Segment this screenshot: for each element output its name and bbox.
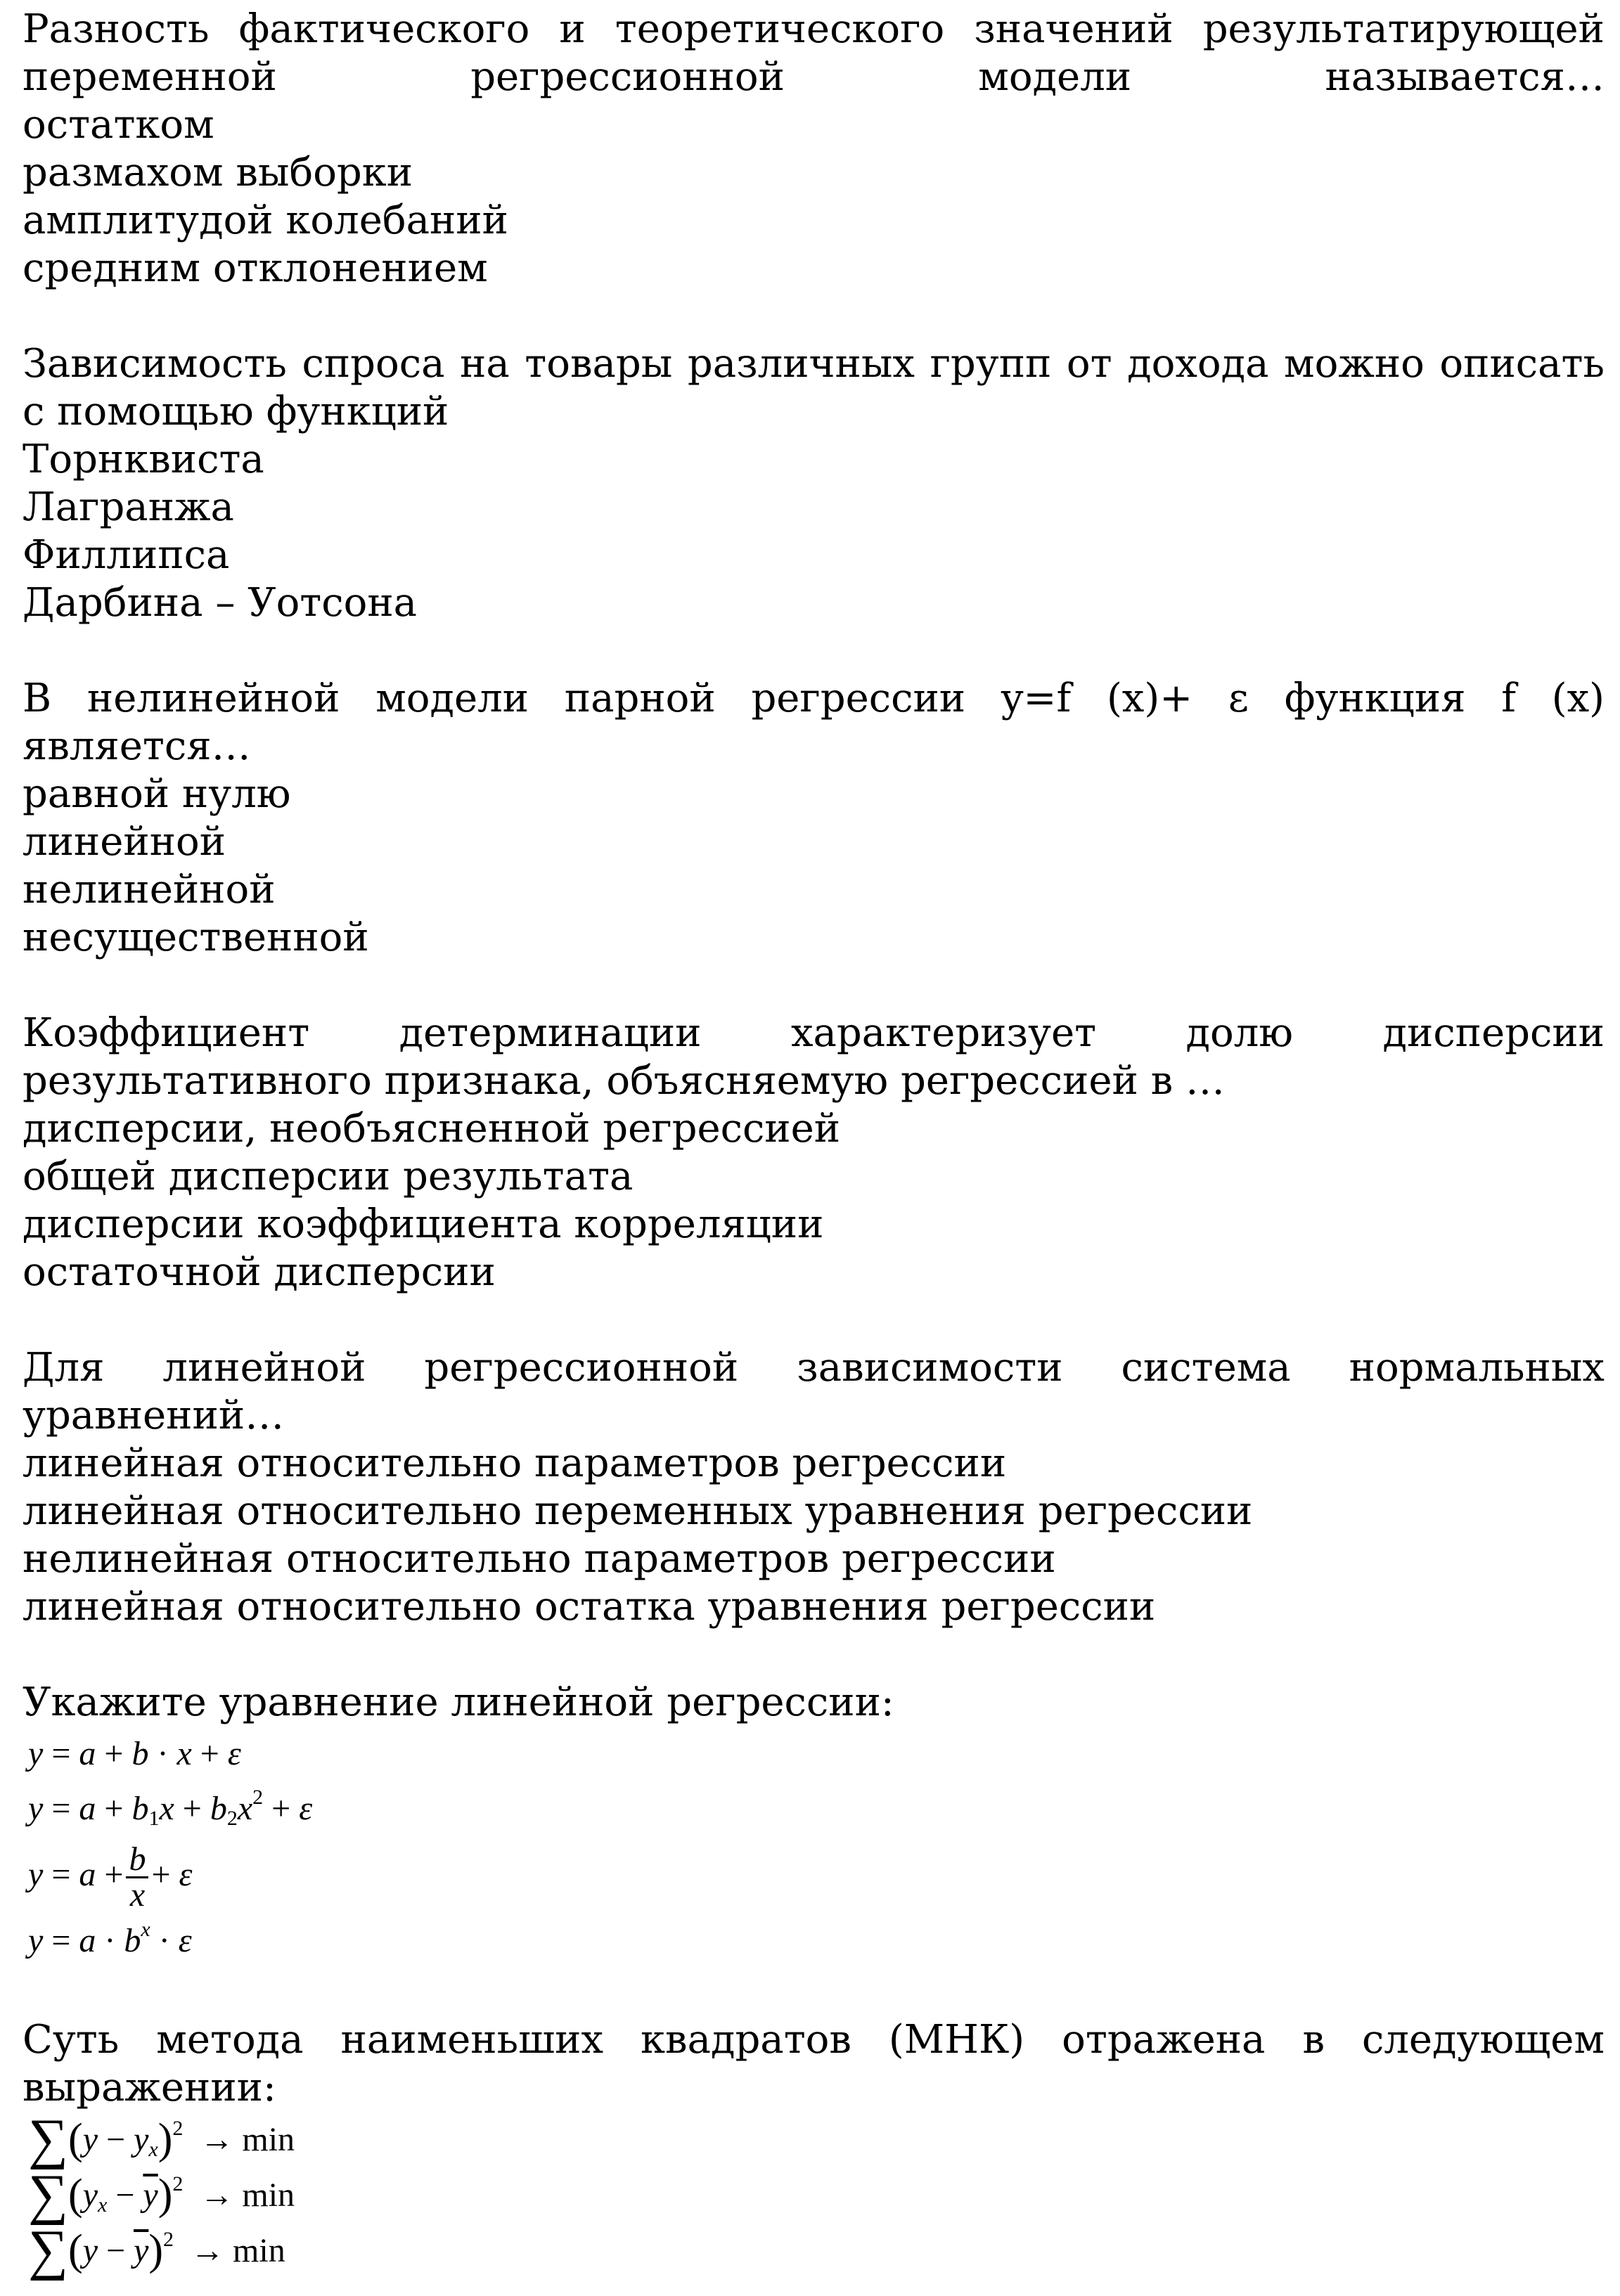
math-symbol: ( [68,2115,83,2163]
math-symbol: ) [158,2115,173,2163]
formula-option [22,2164,1605,2226]
formula-option [22,1914,1605,1968]
math-symbol: b [131,1790,149,1827]
math-symbol: y [82,2121,98,2158]
answer-option: амплитудой колебаний [22,198,508,243]
math-symbol: $\overline{y}$ [143,2176,158,2214]
math-symbol: min [242,2176,295,2214]
math-symbol: y [28,1790,44,1827]
math-symbol: + [104,1790,124,1827]
answer-option: линейной [22,819,226,865]
math-symbol: + [104,1735,124,1772]
math-symbol: b [131,1735,149,1772]
fraction [126,1840,148,1914]
answer-option: линейная относительно переменных уравнения регрессии [22,1488,1253,1534]
math-symbol: ε [179,1856,193,1893]
answer-option: нелинейная относительно параметров регрессии [22,1536,1056,1582]
question-text: Укажите уравнение линейной регрессии: [22,1679,894,1725]
math-symbol: x [98,2193,108,2217]
math-symbol: ε [299,1790,313,1827]
math-symbol: ( [68,2171,83,2219]
math-symbol: 2 [226,1807,238,1830]
math-symbol: − [115,2176,135,2214]
math-symbol: ∑ [28,2219,69,2281]
question-text: Коэффициент детерминации характеризует долю дисперсии результативного признака, объясняемую регрессией в … [22,1010,1605,1104]
question-text: Зависимость спроса на товары различных групп от дохода можно описать с помощью функций [22,341,1605,434]
math-symbol: $\overline{y}$ [134,2232,149,2269]
math-symbol: 2 [252,1786,264,1809]
math-symbol: b [124,1922,141,1959]
question-text: Разность фактического и теоретического значений результатирующей переменной регрессионной модели называется… [22,6,1605,100]
answer-option: Филлипса [22,532,230,578]
math-symbol: · [157,1735,169,1772]
math-symbol: 2 [172,2117,184,2140]
question-block [22,2016,1605,2281]
math-symbol: a [79,1790,96,1827]
math-symbol: − [106,2232,126,2269]
answer-option: Дарбина – Уотсона [22,580,418,626]
math-symbol: + [151,1856,171,1893]
math-symbol: a [79,1922,96,1959]
math-symbol: · [158,1922,170,1959]
question-block [22,675,1605,962]
math-symbol: y [28,1922,44,1959]
math-symbol: y [82,2176,98,2214]
math-symbol: + [104,1856,124,1893]
math-symbol: + [200,1735,219,1772]
answer-option: общей дисперсии результата [22,1154,634,1199]
answer-option: Лагранжа [22,484,234,530]
math-symbol: x [129,1876,146,1914]
math-symbol: b [210,1790,227,1827]
math-symbol: = [51,1856,71,1893]
answer-option: остаточной дисперсии [22,1249,496,1295]
math-symbol: − [106,2121,126,2158]
math-symbol: ( [68,2226,83,2274]
math-symbol: y [134,2121,149,2158]
math-symbol: 2 [163,2228,174,2251]
question-block [22,1344,1605,1631]
formula-option [22,2219,1605,2281]
math-symbol: x [148,2138,158,2161]
math-symbol: x [176,1735,192,1772]
math-symbol: y [82,2232,98,2269]
math-symbol: y [28,1735,44,1772]
answer-option: несущественной [22,915,369,960]
question-block [22,6,1605,292]
math-symbol: b [126,1843,148,1878]
math-symbol: 2 [172,2172,184,2195]
question-text: Суть метода наименьших квадратов (МНК) отражена в следующем выражении: [22,2017,1605,2110]
question-text: Для линейной регрессионной зависимости система нормальных уравнений… [22,1345,1605,1438]
math-symbol: ε [227,1735,241,1772]
math-symbol: + [182,1790,202,1827]
math-symbol: → [200,2176,234,2214]
math-symbol: = [51,1735,71,1772]
answer-option: размахом выборки [22,150,413,195]
answer-option: равной нулю [22,771,291,817]
math-symbol: x [159,1790,174,1827]
math-symbol: → [200,2121,234,2158]
math-symbol: y [28,1856,44,1893]
math-symbol: x [237,1790,253,1827]
answer-option: линейная относительно остатка уравнения регрессии [22,1584,1156,1630]
math-symbol: · [104,1922,116,1959]
question-block [22,1679,1605,1968]
answer-option: Торнквиста [22,437,264,482]
math-symbol: x [141,1918,150,1941]
formula-option [22,1781,1605,1836]
answer-option: средним отклонением [22,245,488,291]
question-block [22,340,1605,627]
question-block [22,1010,1605,1296]
math-symbol: ) [148,2226,164,2274]
math-symbol: + [271,1790,291,1827]
math-symbol: a [79,1856,96,1893]
math-symbol: ) [158,2171,173,2219]
math-symbol: ∑ [28,2108,69,2170]
math-symbol: min [233,2232,285,2269]
math-symbol: = [51,1790,71,1827]
answer-option: линейная относительно параметров регрессии [22,1440,1007,1486]
formula-option [22,1727,1605,1781]
question-text: В нелинейной модели парной регрессии y=f (x)+ ε функция f (x) является… [22,676,1605,769]
math-symbol: 1 [148,1807,160,1830]
math-symbol: a [79,1735,96,1772]
math-symbol: ε [178,1922,192,1959]
math-symbol: min [242,2121,295,2158]
document [22,6,1605,2281]
answer-option: остатком [22,102,214,148]
math-symbol: → [191,2232,225,2269]
answer-option: дисперсии коэффициента корреляции [22,1201,824,1247]
formula-option [22,2108,1605,2170]
math-symbol: = [51,1922,71,1959]
math-symbol: ∑ [28,2164,69,2226]
formula-option [22,1836,1605,1914]
answer-option: нелинейной [22,867,276,912]
answer-option: дисперсии, необъясненной регрессией [22,1106,841,1152]
